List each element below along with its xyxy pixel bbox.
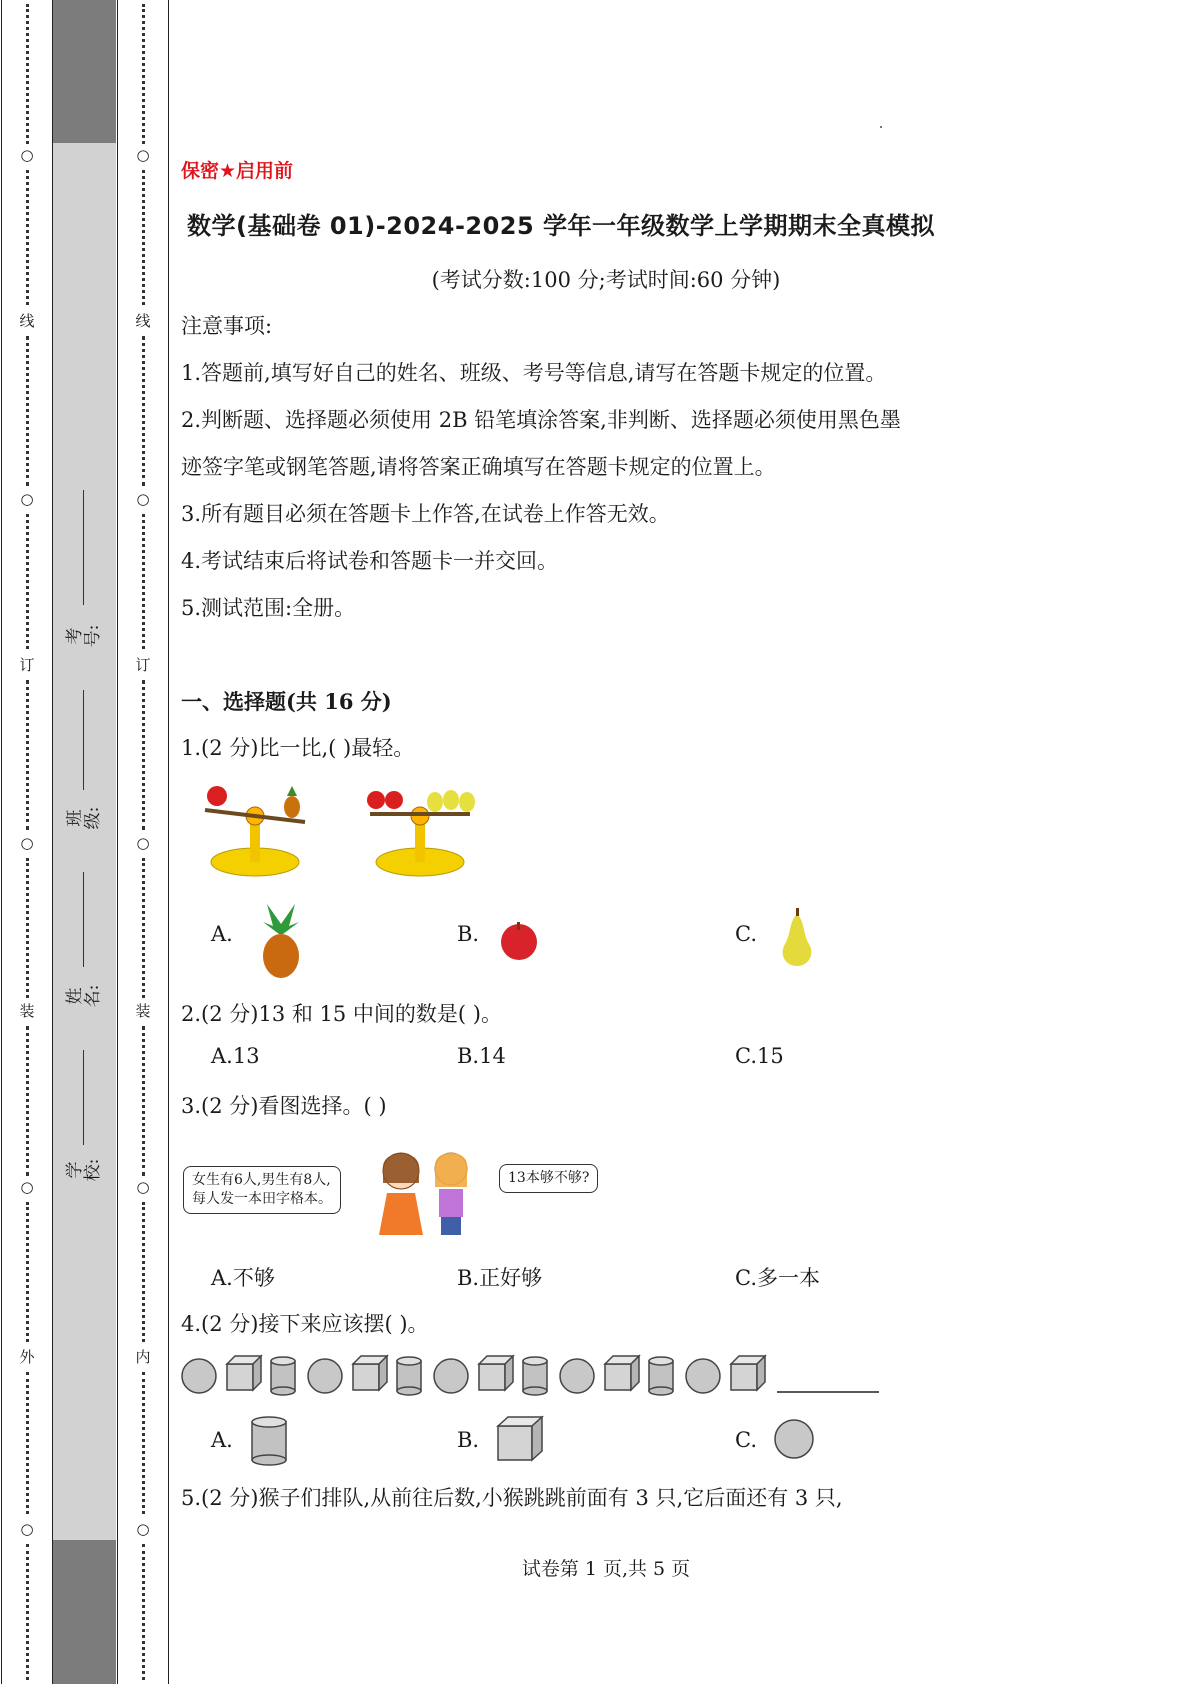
hole-circle-icon: ○ (136, 1178, 150, 1196)
question-4-stem: 4.(2 分)接下来应该摆( )。 (181, 1312, 429, 1336)
inner-mark-ding: 订 (135, 656, 151, 674)
note-item: 4.考试结束后将试卷和答题卡一并交回。 (181, 549, 559, 573)
girl-icon (435, 1153, 467, 1235)
pear-icon (459, 792, 475, 812)
q1-option-b[interactable]: B. (457, 922, 480, 946)
hole-circle-icon: ○ (136, 490, 150, 508)
hole-circle-icon: ○ (20, 146, 34, 164)
note-item: 5.测试范围:全册。 (181, 596, 356, 620)
q3-option-c[interactable]: C.多一本 (735, 1266, 820, 1290)
pear-icon (427, 792, 443, 812)
class-blank[interactable] (83, 690, 84, 790)
binding-band-top-block (53, 0, 116, 143)
margin-line-band-right (117, 0, 118, 1684)
balance-scales-figure (195, 780, 495, 890)
exam-info: (考试分数:100 分;考试时间:60 分钟) (431, 268, 781, 292)
notes-heading: 注意事项: (181, 314, 273, 338)
inner-cut-line (128, 0, 158, 1684)
cylinder-icon (649, 1357, 673, 1395)
cylinder-icon (271, 1357, 295, 1395)
apple-icon (367, 791, 385, 809)
note-item: 1.答题前,填写好自己的姓名、班级、考号等信息,请写在答题卡规定的位置。 (181, 361, 887, 385)
margin-line-inner (168, 0, 169, 1684)
two-girls-figure (371, 1143, 481, 1243)
cube-icon (605, 1356, 639, 1390)
outer-mark-ding: 订 (19, 656, 35, 674)
q4-option-c[interactable]: C. (735, 1428, 757, 1452)
speech-bubble-right: 13本够不够? (499, 1164, 598, 1193)
q2-option-c[interactable]: C.15 (735, 1044, 784, 1068)
note-item: 迹签字笔或钢笔答题,请将答案正确填写在答题卡规定的位置上。 (181, 455, 776, 479)
outer-mark-xian: 线 (19, 312, 35, 330)
outer-mark-zhuang: 装 (19, 1002, 35, 1020)
binding-band-bottom-block (53, 1540, 116, 1684)
q2-option-b[interactable]: B.14 (457, 1044, 506, 1068)
sphere-icon (560, 1359, 594, 1393)
balance-scale-icon (367, 790, 475, 876)
inner-mark-zhuang: 装 (135, 1002, 151, 1020)
cube-icon (353, 1356, 387, 1390)
q3-option-b[interactable]: B.正好够 (457, 1266, 543, 1290)
question-5-stem: 5.(2 分)猴子们排队,从前往后数,小猴跳跳前面有 3 只,它后面还有 3 只, (181, 1486, 843, 1510)
balance-scale-icon (205, 786, 305, 876)
pear-icon (775, 908, 819, 970)
cube-icon (495, 1414, 545, 1464)
page-footer: 试卷第 1 页,共 5 页 (521, 1558, 691, 1580)
girl-icon (379, 1153, 423, 1235)
question-1-stem: 1.(2 分)比一比,( )最轻。 (181, 736, 415, 760)
cube-icon (731, 1356, 765, 1390)
question-2-stem: 2.(2 分)13 和 15 中间的数是( )。 (181, 1002, 502, 1026)
pear-icon (443, 790, 459, 810)
sphere-icon (308, 1359, 342, 1393)
apple-icon (385, 791, 403, 809)
name-label: 姓名: (65, 984, 103, 1008)
section-choice-title: 一、选择题(共 16 分) (181, 689, 392, 714)
q4-option-a[interactable]: A. (211, 1428, 233, 1452)
pineapple-icon (255, 900, 307, 980)
sphere-icon (773, 1418, 815, 1460)
outer-mark-wai: 外 (19, 1348, 35, 1366)
school-label: 学校: (65, 1158, 103, 1182)
cube-icon (479, 1356, 513, 1390)
hole-circle-icon: ○ (136, 1520, 150, 1538)
hole-circle-icon: ○ (20, 1520, 34, 1538)
school-blank[interactable] (83, 1050, 84, 1145)
outer-cut-line (12, 0, 42, 1684)
inner-mark-xian: 线 (135, 312, 151, 330)
binding-margin (0, 0, 170, 1684)
q4-option-b[interactable]: B. (457, 1428, 480, 1452)
q1-option-c[interactable]: C. (735, 922, 757, 946)
name-blank[interactable] (83, 872, 84, 967)
speech-bubble-left: 女生有6人,男生有8人, 每人发一本田字格本。 (183, 1166, 341, 1214)
hole-circle-icon: ○ (136, 834, 150, 852)
hole-circle-icon: ○ (20, 490, 34, 508)
inner-mark-nei: 内 (135, 1348, 151, 1366)
hole-circle-icon: ○ (20, 834, 34, 852)
note-item: 3.所有题目必须在答题卡上作答,在试卷上作答无效。 (181, 502, 670, 526)
apple-icon (207, 786, 227, 806)
question-3-stem: 3.(2 分)看图选择。( ) (181, 1094, 387, 1118)
cylinder-icon (523, 1357, 547, 1395)
cylinder-icon (397, 1357, 421, 1395)
hole-circle-icon: ○ (20, 1178, 34, 1196)
note-item: 2.判断题、选择题必须使用 2B 铅笔填涂答案,非判断、选择题必须使用黑色墨 (181, 408, 901, 432)
pineapple-icon (284, 796, 300, 818)
confidential-mark: 保密★启用前 (181, 160, 294, 182)
sphere-icon (686, 1359, 720, 1393)
q3-option-a[interactable]: A.不够 (211, 1266, 275, 1290)
class-label: 班级: (65, 806, 103, 830)
cube-icon (227, 1356, 261, 1390)
q1-option-a[interactable]: A. (211, 922, 233, 946)
exam-no-label: 考号: (65, 624, 103, 648)
exam-no-blank[interactable] (83, 490, 84, 605)
cylinder-icon (249, 1414, 289, 1466)
sphere-icon (182, 1359, 216, 1393)
shape-pattern-row (181, 1352, 881, 1402)
margin-line-outer (1, 0, 2, 1684)
hole-circle-icon: ○ (136, 146, 150, 164)
apple-icon (497, 920, 541, 962)
q2-option-a[interactable]: A.13 (211, 1044, 260, 1068)
sphere-icon (434, 1359, 468, 1393)
page-title: 数学(基础卷 01)-2024-2025 学年一年级数学上学期期末全真模拟 (187, 212, 936, 240)
